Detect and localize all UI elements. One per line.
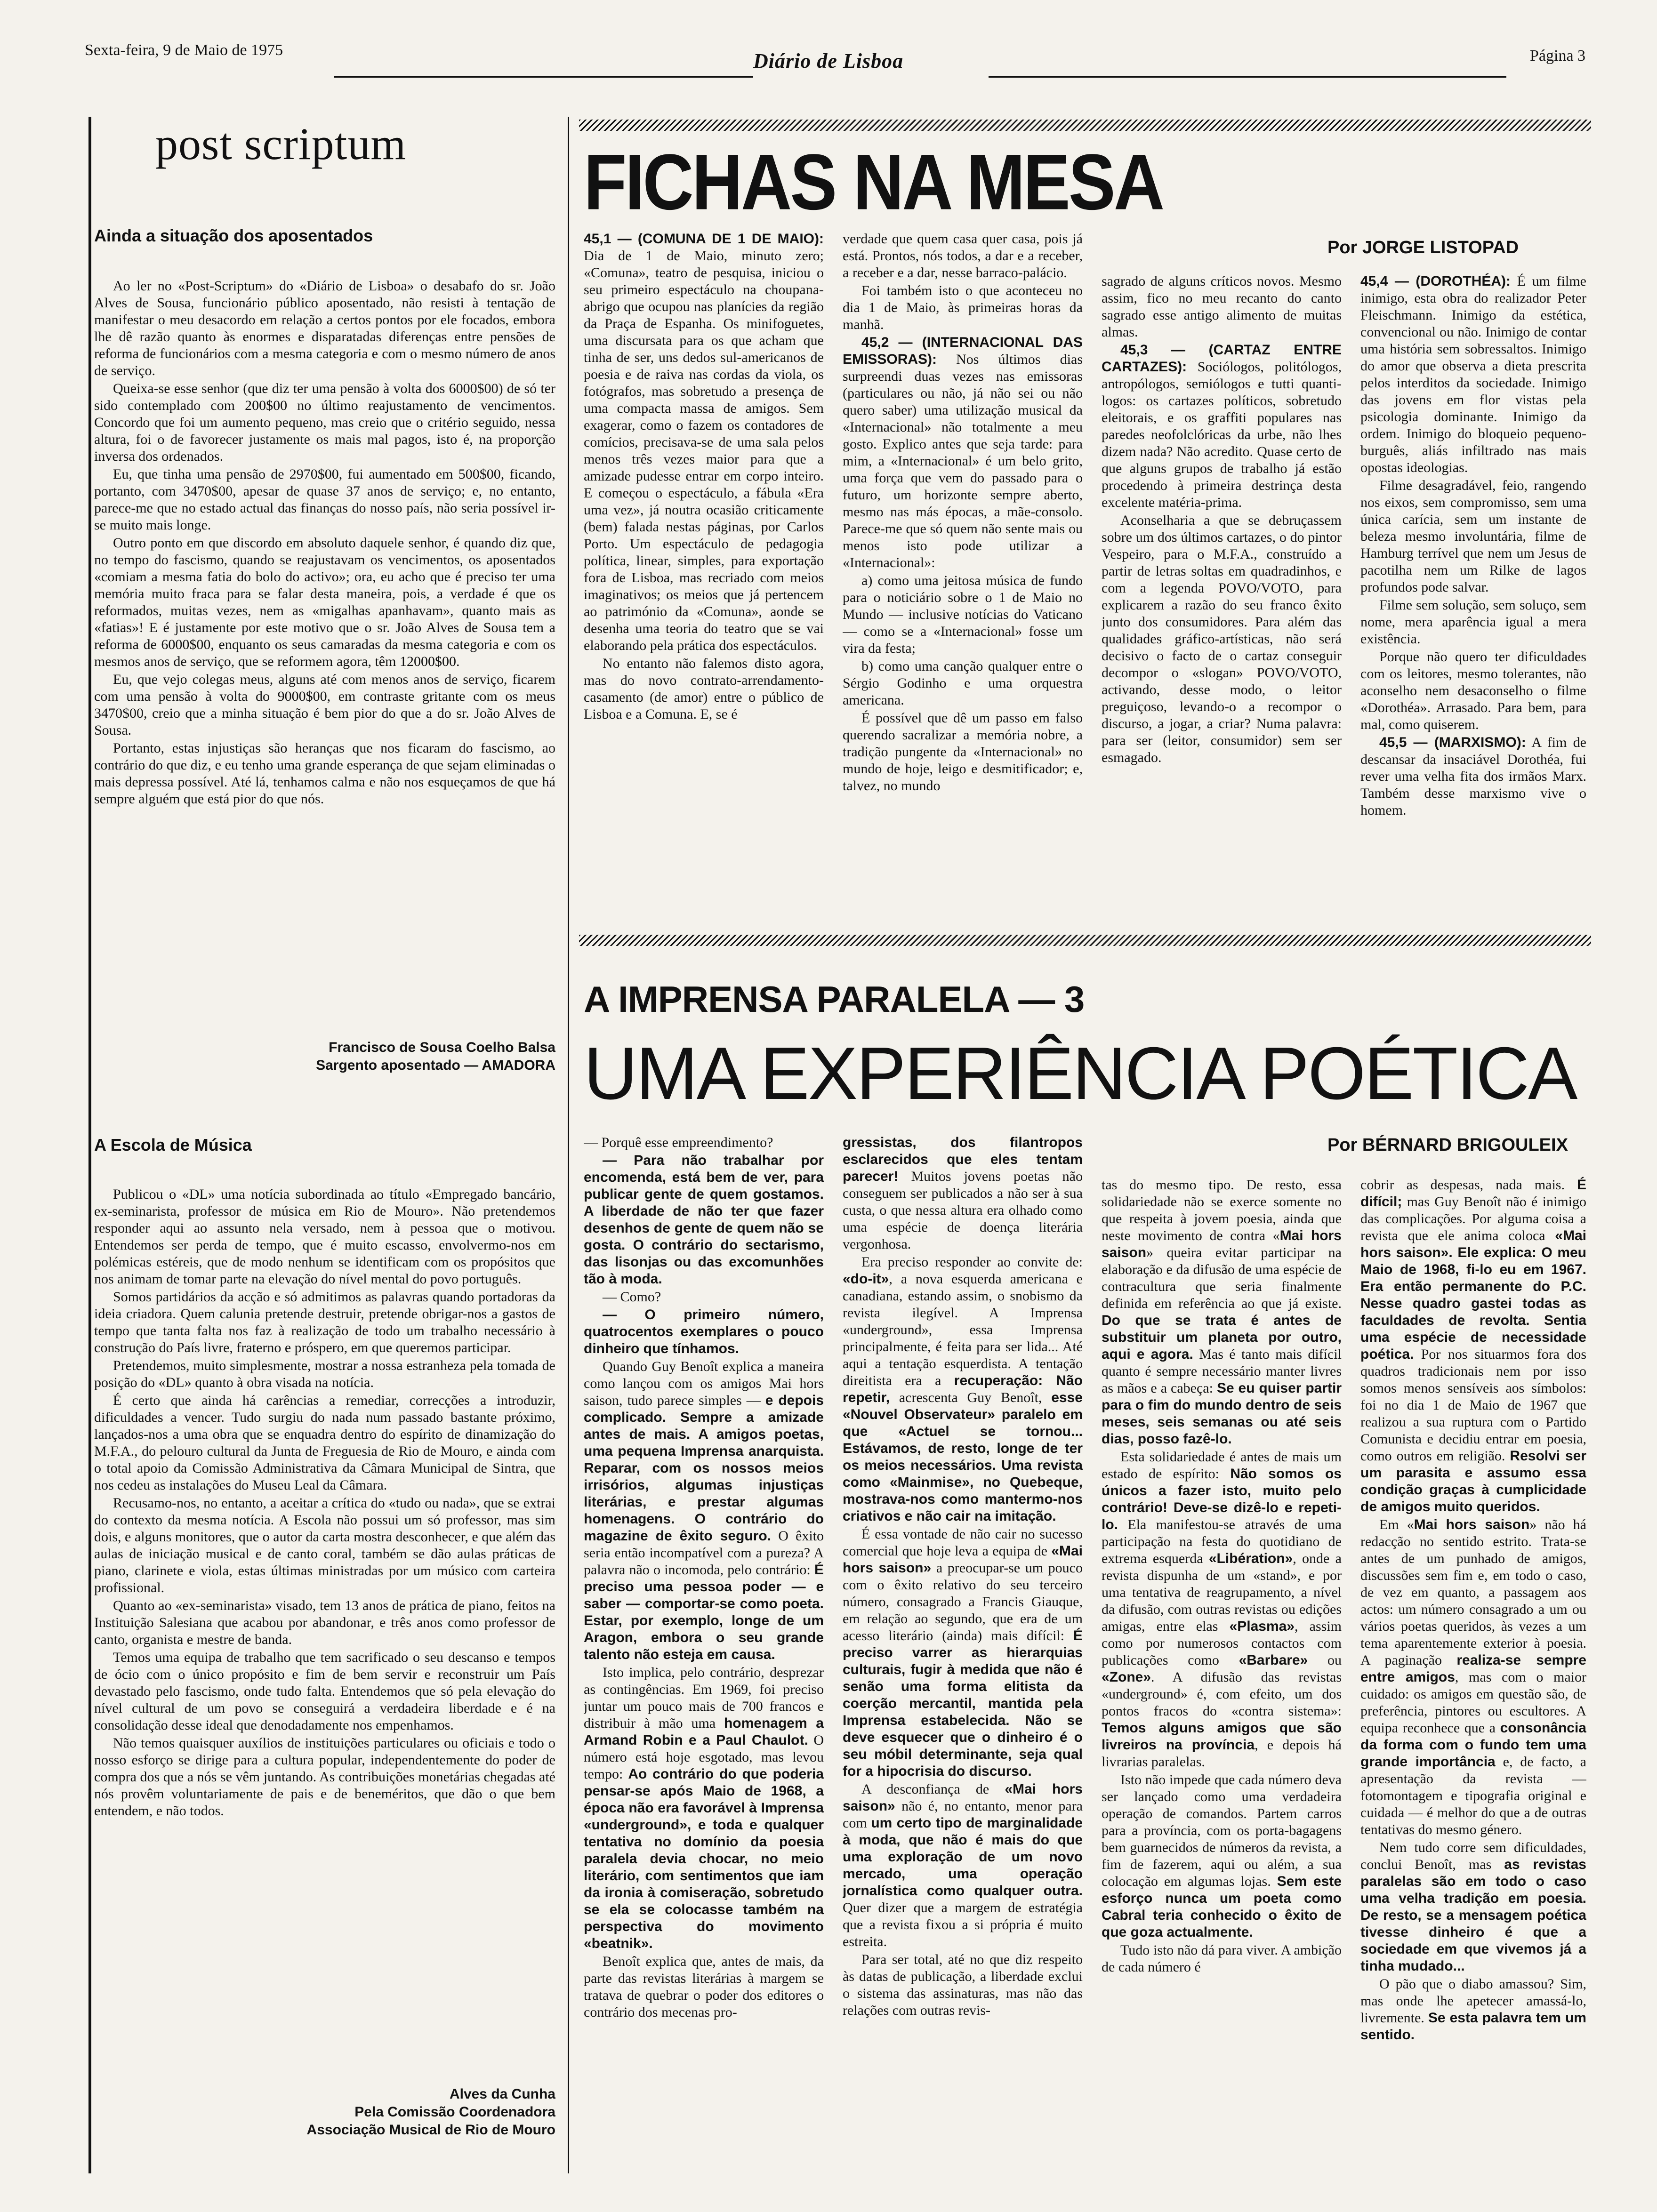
letter1-signature-title: Sargento aposentado — AMADORA (316, 1058, 555, 1073)
paragraph: A desconfiança de «Mai hors saison» não é, no entanto, menor para com um certo tipo de marginalidade à moda, que não é mais do que uma exploração de um novo mercado, uma operação jornalística como qualquer outra. Quer dizer que a margem de estratégia que a revista fixou a si própria é muito estreita. (843, 1781, 1083, 1949)
paragraph: — Como? (603, 1289, 661, 1305)
paragraph: gressistas, dos filantropos esclarecidos que eles tentam parecer! Muitos jovens poetas não conseguem ser publicados a não ser à sua custa, o que nessa altura era olhado como uma espécie de doença literária vergonhosa. (843, 1135, 1083, 1252)
paragraph: Eu, que tinha uma pensão de 2970$00, fui aumentado em 500$00, ficando, portanto, com 3470$00, apesar de quase 37 anos de serviço; e, no entanto, parece-me que no estado actual das finanças do nosso país, não seria possível ir-se muito mais longe. (94, 466, 555, 533)
letter2-signature-name: Alves da Cunha (449, 2086, 555, 2102)
letter2-headline: A Escola de Música (94, 1135, 252, 1154)
paragraph: Nem tudo corre sem dificuldades, conclui Benoît, mas as revistas paralelas são em todo o caso uma velha tradição em poesia. De resto, se a mensagem poética tivesse dinheiro é que a sociedade em que vivemos já a tinha mudado... (1360, 1840, 1586, 1974)
paragraph: Isto implica, pelo contrário, desprezar as contingências. Em 1969, foi preciso juntar um pouco mais de 700 francos e distribuir à mão uma homenagem a Armand Robin e a Paul Chaulot. O número está hoje esgotado, mas levou tempo: Ao contrário do que poderia pensar-se após Maio de 1968, a época não era favorável à Imprensa «underground», e toda e qualquer tentativa no domínio da poesia paralela devia chocar, no meio literário, com sentimentos que iam da ironia à comiseração, sobretudo se ela se colocasse também na perspectiva do movimento «beatnik». (584, 1665, 824, 1951)
paragraph: Outro ponto em que discordo em absoluto daquele senhor, é quando diz que, no tempo do fascismo, quando se reajustavam os vencimentos, os aposentados «comiam a mesma fatia do bolo do activo»; ora, eu acho que é preciso ter uma memória muito fraca para se falar desta maneira, pois, a verdade é que os reformados, muitas vezes, nem as «migalhas apanhavam», quanto mais as «fatias»! E é justamente por este motivo que o sr. João Alves de Sousa tem a reforma de 6000$00, enquanto os seus camaradas da mesma categoria e com os mesmos anos de serviço, que se reformem agora, têm 12000$00. (94, 535, 555, 669)
paragraph: Aconselharia a que se debruçassem sobre um dos últimos cartazes, o do pintor Vespeiro, para o M.F.A., construído a partir de letras soltas em quadradinhos, e com a legenda POVO/VOTO, para explicarem a razão do seu franco êxito junto dos consumidores. Para além das qualidades gráfico-artísticas, não será decisivo o facto de o cartaz conseguir decompor o «slogan» POVO/VOTO, activando, desse modo, o leitor preguiçoso, levando-o a recompor o discurso, a jogar, a criar? Numa palavra: para ser (leitor, consumidor) sem ser esmagado. (1102, 513, 1342, 765)
paragraph: Porque não quero ter dificuldades com os leitores, mesmo tolerantes, não aconselho nem desaconselho o filme «Dorothéa». Arrasado. Para bem, para mal, como quiserem. (1360, 649, 1586, 732)
left-column-marker (88, 117, 91, 2173)
paragraph: É possível que dê um passo em falso querendo sacralizar a memória nobre, a tradição pungente da «Internacional» no mundo de hoje, leigo e desmitificador; e, talvez, no mundo (843, 710, 1083, 793)
letter2-signature-org: Associação Musical de Rio de Mouro (306, 2122, 555, 2138)
paragraph: Somos partidários da acção e só admitimos as palavras quando portadoras da ideia criadora. Quem calunia pretende destruir, pretende obrigar-nos a gastos de tempo que tanta falta nos faz à realização de todo um trabalho necessário à construção do País livre, fraterno e próspero, em que queremos participar. (94, 1289, 555, 1355)
imprensa-byline: Por BÉRNARD BRIGOULEIX (1327, 1135, 1568, 1155)
paragraph: — Porquê esse empreendimento? (584, 1135, 773, 1150)
letter1-headline: Ainda a situação dos aposentados (94, 226, 373, 245)
paragraph: Esta solidariedade é antes de mais um estado de espírito: Não somos os únicos a fazer isto, muito pelo contrário! Deve-se dizê-lo e repeti-lo. Ela manifestou-se através de uma participação na festa do quotidiano de extrema esquerda «Libération», onde a revista dispunha de um «stand», e por uma tentativa de reagrupamento, a nível da difusão, com outras revistas ou edições amigas, entre elas «Plasma», assim como por numerosos contactos com publicações como «Barbare» ou «Zone». A difusão das revistas «underground» é, com efeito, um dos pontos fracos do «contra sistema»: Temos alguns amigos que são livreiros na província, e depois há livrarias paralelas. (1102, 1449, 1342, 1770)
paragraph: É essa vontade de não cair no sucesso comercial que hoje leva a equipa de «Mai hors saison» a preocupar-se um pouco com o êxito relativo do seu terceiro número, consagrado a Francis Giauque, em relação ao segundo, que era de um acesso literário (ainda) mais difícil: É preciso varrer as hierarquias culturais, fugir à medida que não é senão uma forma elitista da coerção mercantil, mantida pela Imprensa estabelecida. Não se deve esquecer que o dinheiro é o seu móbil determinante, seja qual for a hipocrisia do discurso. (843, 1526, 1083, 1779)
section-title: post scriptum (155, 119, 406, 169)
paragraph: cobrir as despesas, nada mais. É difícil; mas Guy Benoît não é inimigo das complicações. Por alguma coisa a revista que ele anima coloca «Mai hors saison». Ele explica: O meu Maio de 1968, fi-lo eu em 1967. Era então permanente do P.C. Nesse quadro gastei todas as faculdades de revolta. Sentia uma espécie de necessidade poética. Por nos situarmos fora dos quadros tradicionais nem por isso somos menos sensíveis aos símbolos: foi no dia 1 de Maio de 1967 que realizou a sua ruptura com o Partido Comunista e decidiu entrar em poesia, como outros em religião. Resolvi ser um parasita e assumo essa condição graças à cumplicidade de amigos muito queridos. (1360, 1177, 1586, 1515)
paragraph: sagrado de alguns críticos novos. Mesmo assim, fico no meu recanto do canto sagrado esse antigo alimento de muitas almas. (1102, 273, 1342, 340)
imprensa-title: UMA EXPERIÊNCIA POÉTICA (584, 1032, 1577, 1115)
paragraph: Tudo isto não dá para viver. A ambição de cada número é (1102, 1942, 1342, 1975)
paragraph: Recusamo-nos, no entanto, a aceitar a crítica do «tudo ou nada», que se extrai do contexto da mesma notícia. A Escola não possui um só professor, mas sim dois, e alguns monitores, que o autor da carta mostra desconhecer, e que além das aulas de iniciação musical e de canto coral, também se dão aulas práticas de piano, clarinete e viola, estas últimas ministradas por um músico com carteira profissional. (94, 1495, 555, 1595)
paragraph: — Para não trabalhar por encomenda, está bem de ver, para publicar gente de quem gostamos. A liberdade de não ter que fazer desenhos de gente de quem não se gosta. O contrário do sectarismo, das lisonjas ou das excomunhões tão à moda. (584, 1153, 824, 1287)
paragraph: — O primeiro número, quatrocentos exemplares o pouco dinheiro que tínhamos. (584, 1307, 824, 1356)
masthead-paper-name: Diário de Lisboa (753, 49, 904, 72)
paragraph: Filme sem solução, sem soluço, sem nome, mera aparência igual a mera existência. (1360, 597, 1586, 647)
letter1-signature-name: Francisco de Sousa Coelho Balsa (329, 1040, 555, 1055)
paragraph: Filme desagradável, feio, rangendo nos eixos, sem compromisso, sem uma única carícia, sem um instante de beleza mesmo involuntária, filme de Hamburg terrível que nem um Jesus de pacotilha nem um Rilke de lagos profundos pode salvar. (1360, 478, 1586, 595)
fichas-col-2 (843, 231, 1083, 927)
paragraph: Publicou o «DL» uma notícia subordinada ao título «Empregado bancário, ex-seminarista, professor de música em Rio de Mouro». Não pretendemos responder aqui ao assunto nela versado, nem à pessoa que o motivou. Entendemos ser perda de tempo, que é muito escasso, envolvermo-nos em polémicas estéreis, que de modo nenhum se identificam com os propósitos que nos animam de tomar parte na elevação do nível mental do povo português. (94, 1186, 555, 1287)
letter2-body (94, 1186, 555, 2038)
letter2-signature-title: Pela Comissão Coordenadora (354, 2104, 555, 2120)
fichas-byline: Por JORGE LISTOPAD (1327, 238, 1519, 257)
paragraph: 45,3 — (CARTAZ ENTRE CARTAZES): Sociólogos, politólogos, antropólogos, semiólogos e tutti quanti-logos: os cartazes políticos, sobretudo eleitorais, e os graffiti populares nas paredes neofolclóricas da urbe, não lhes dizem nada? Não acredito. Quase certo de que alguns grupos de trabalho já estão procedendo à primeira destrinça desta excelente matéria-prima. (1102, 342, 1342, 510)
paragraph: 45,2 — (INTERNACIONAL DAS EMISSORAS): Nos últimos dias surpreendi duas vezes nas emissoras (particulares ou não, já não sei ou não quero saber) uma utilização musical da «Internacional» não totalmente a meu gosto. Explico antes que seja tarde: para mim, a «Internacional» é um belo grito, uma força que vem do passado para o futuro, um horizonte sempre aberto, mesmo nas más épocas, a mãe-consolo. Parece-me que só quem não sente mais ou menos isto pode utilizar a «Internacional»: (843, 335, 1083, 570)
paragraph: b) como uma canção qualquer entre o Sérgio Godinho e uma orquestra americana. (843, 658, 1083, 708)
imprensa-col-1 (584, 1134, 824, 2184)
imprensa-col-4 (1360, 1177, 1586, 2184)
fichas-col-4 (1360, 273, 1586, 927)
masthead-date: Sexta-feira, 9 de Maio de 1975 (85, 41, 283, 59)
paragraph: verdade que quem casa quer casa, pois já está. Prontos, nós todos, a dar e a receber, a receber e a dar, nesse barraco-palácio. (843, 231, 1083, 281)
letter1-body (94, 278, 555, 988)
paragraph: Benoît explica que, antes de mais, da parte das revistas literárias à margem se tratava de quebrar o poder dos editores o contrário dos mecenas pro- (584, 1954, 824, 2020)
paragraph: É certo que ainda há carências a remediar, correcções a introduzir, dificuldades a vencer. Tudo surgiu do nada num passado bastante próximo, lançados-nos a uma obra que se enquadra dentro do espírito de dinamização do M.F.A., do pelouro cultural da Junta de Freguesia de Rio de Mouro, e ainda com o total apoio da Comissão Administrativa da Câmara Municipal de Sintra, que nos cedeu as instalações do Museu Leal da Câmara. (94, 1393, 555, 1493)
masthead-rule-right (989, 76, 1506, 78)
paragraph: Era preciso responder ao convite de: «do-it», a nova esquerda americana e canadiana, estando assim, o snobismo da revista ilegível. A Imprensa «underground», essa Imprensa principalmente, é feita para ser lida... Até aqui a tentação esquerdista. A tentação direitista era a recuperação: Não repetir, acrescenta Guy Benoît, esse «Nouvel Observateur» paralelo em que «Actuel se tornou... Estávamos, de resto, longe de ter os meios necessários. Uma revista como «Mainmise», no Quebeque, mostrava-nos como mantermo-nos criativos e não cair na imitação. (843, 1254, 1083, 1524)
paragraph: 45,5 — (MARXISMO): A fim de descansar da insaciável Dorothéa, fui rever uma velha fita dos irmãos Marx. Também desse marxismo vive o homem. (1360, 735, 1586, 818)
paragraph: No entanto não falemos disto agora, mas do novo contrato-arrendamento-casamento (de amor) entre o público de Lisboa e a Comuna. E, se é (584, 656, 824, 722)
paragraph: Isto não impede que cada número deva ser lançado como uma verdadeira operação de comandos. Partem carros para a província, com os porta-bagagens bem guarnecidos de números da revista, a fim de fazerem, aqui ou além, a sua colocação em algumas lojas. Sem este esforço nunca um poeta como Cabral teria conhecido o êxito de que goza actualmente. (1102, 1772, 1342, 1940)
masthead-rule (334, 76, 753, 78)
imprensa-col-3 (1102, 1177, 1342, 2184)
paragraph: tas do mesmo tipo. De resto, essa solidariedade não se exerce somente no que respeita à jovem poesia, ainda que neste movimento de contra «Mai hors saison» queira evitar participar na elaboração e da difusão de uma espécie de contracultura que seria finalmente definida em referência ao que já existe. Do que se trata é antes de substituir um planeta por outro, aqui e agora. Mas é tanto mais difícil quanto é sempre necessário manter livres as mãos e a cabeça: Se eu quiser partir para o fim do mundo dentro de seis meses, seis semanas ou até seis dias, posso fazê-lo. (1102, 1177, 1342, 1447)
paragraph: Pretendemos, muito simplesmente, mostrar a nossa estranheza pela tomada de posição do «DL» quanto à obra visada na notícia. (94, 1358, 555, 1390)
page-number: Página 3 (1530, 47, 1586, 64)
imprensa-col-2 (843, 1134, 1083, 2184)
imprensa-kicker: A IMPRENSA PARALELA — 3 (584, 978, 1085, 1020)
paragraph: Ao ler no «Post-Scriptum» do «Diário de Lisboa» o desabafo do sr. João Alves de Sousa, funcionário público aposentado, não resisti à tentação de manifestar o meu desacordo em relação a certos pontos por ele focados, embora lhe dê razão quanto às enormes e disparatadas diferenças entre pensões de reforma de funcionários com a mesma categoria e com o mesmo número de anos de serviço. (94, 278, 555, 378)
left-column-divider (568, 117, 569, 2173)
fichas-col-1 (584, 231, 824, 927)
fichas-title: FICHAS NA MESA (584, 137, 1163, 226)
paragraph: Portanto, estas injustiças são heranças que nos ficaram do fascismo, ao contrário do que diz, e eu tenho uma grande esperança de que sejam eliminadas o mais depressa possível. Até lá, tenhamos calma e não nos esqueçamos de que há sempre alguém que está pior do que nós. (94, 740, 555, 807)
paragraph: O pão que o diabo amassou? Sim, mas onde lhe apetecer amassá-lo, livremente. Se esta palavra tem um sentido. (1360, 1976, 1586, 2043)
paragraph: Quanto ao «ex-seminarista» visado, tem 13 anos de prática de piano, feitos na Instituição Salesiana que acabou por abandonar, e três anos como professor de canto, organista e mestre de banda. (94, 1598, 555, 1647)
paragraph: Eu, que vejo colegas meus, alguns até com menos anos de serviço, ficarem com uma pensão à volta do 9000$00, em contraste gritante com os meus 3470$00, creio que a minha situação é bem pior do que a do sr. João Alves de Sousa. (94, 672, 555, 738)
paragraph: Não temos quaisquer auxílios de instituições particulares ou oficiais e todo o nosso esforço se dirige para a cultura popular, independentemente do poder de compra dos que a nós se vêm juntando. As contribuições monetárias chegadas até nós provêm voluntariamente de pais e de beneméritos, que dão o que bem entendem, e não todos. (94, 1735, 555, 1819)
paragraph: 45,1 — (COMUNA DE 1 DE MAIO): Dia de 1 de Maio, minuto zero; «Comuna», teatro de pesquisa, iniciou o seu primeiro espectáculo na choupana-abrigo que ocupou nas planícies da região da Praça de Espanha. Os minifoguetes, uma discursata para os que acham que tinha de ser, uns dedos sul-americanos de poesia e de raiva nas cordas da viola, os fotógrafos, mas sobretudo a presença de uma compacta massa de amigos. Sem exagerar, como o fazem os contadores de comícios, precisava-se de uma sala pelos menos três vezes maior para que a amizade pudesse entrar em corpo inteiro. E começou o espectáculo, a fábula «Era uma vez», já noutra ocasião criticamente (bem) falada nestas páginas, por Carlos Porto. Um espectáculo de pedagogia política, linear, simples, para exportação fora de Lisboa, mas recriado com meios imaginativos; os meios que já pertencem ao património da «Comuna», aonde se desenha uma teoria do teatro que se vai elaborando pela prática dos espectáculos. (584, 231, 824, 653)
paragraph: Quando Guy Benoît explica a maneira como lançou com os amigos Mai hors saison, tudo parece simples — e depois complicado. Sempre a amizade antes de mais. A amigos poetas, uma pequena Imprensa anarquista. Reparar, com os nossos meios irrisórios, algumas injustiças literárias, e prestar algumas homenagens. O contrário do magazine de êxito seguro. O êxito seria então incompatível com a pureza? A palavra não o incomoda, pelo contrário: É preciso uma pessoa poder — e saber — comportar-se como poeta. Estar, por exemplo, longe de um Aragon, embora o seu grande talento não esteja em causa. (584, 1359, 824, 1662)
paragraph: Temos uma equipa de trabalho que tem sacrificado o seu descanso e tempos de ócio com o único propósito e fim de bem servir e reconstruir um País devastado pelo fascismo, onde tudo falta. Entendemos que só pela elevação do nível cultural de um povo se conseguirá a verdadeira liberdade e é na consolidação desse ideal que denodadamente nos empenhamos. (94, 1650, 555, 1733)
paragraph: Queixa-se esse senhor (que diz ter uma pensão à volta dos 6000$00) de só ter sido contemplado com 200$00 no último reajustamento de vencimentos. Concordo que foi um aumento pequeno, mas creio que o critério seguido, nessa altura, foi o de favorecer justamente os mais mal pagos, isto é, na proporção inversa dos ordenados. (94, 381, 555, 464)
paragraph: Para ser total, até no que diz respeito às datas de publicação, a liberdade exclui o sistema das assinaturas, mas não das relações com outras revis- (843, 1952, 1083, 2018)
hatch-rule-middle (579, 935, 1591, 946)
paragraph: a) como uma jeitosa música de fundo para o noticiário sobre o 1 de Maio no Mundo — inclusive notícias do Vaticano — como se a «Internacional» fosse um vira da festa; (843, 573, 1083, 656)
paragraph: 45,4 — (DOROTHÉA): É um filme inimigo, esta obra do realizador Peter Fleischmann. Inimigo da estética, convencional ou não. Inimigo de contar uma história sem sobressaltos. Inimigo do amor que observa a dieta prescrita pelos interditos da sociedade. Inimigo das jovens em flor vistas pela psicologia dominante. Inimigo da ordem. Inimigo do bloqueio pequeno-burguês, aliás infiltrado nas mais opostas ideologias. (1360, 273, 1586, 475)
fichas-col-3 (1102, 273, 1342, 927)
hatch-rule-top (579, 120, 1591, 131)
paragraph: Foi também isto o que aconteceu no dia 1 de Maio, às primeiras horas da manhã. (843, 283, 1083, 332)
paragraph: Em «Mai hors saison» não há redacção no sentido estrito. Trata-se antes de um punhado de amigos, discussões sem fim e, em todo o caso, de vez em quanto, a passagem aos actos: um número consagrado a um ou vários poetas queridos, às vezes a um tema aparentemente exterior à poesia. A paginação realiza-se sempre entre amigos, mas com o maior cuidado: os amigos em questão são, de preferência, pintores ou escultores. A equipa reconhece que a consonância da forma com o fundo tem uma grande importância e, de facto, a apresentação da revista — fotomontagem e tipografia original e cuidada — é melhor do que a de outras tentativas do mesmo género. (1360, 1517, 1586, 1837)
